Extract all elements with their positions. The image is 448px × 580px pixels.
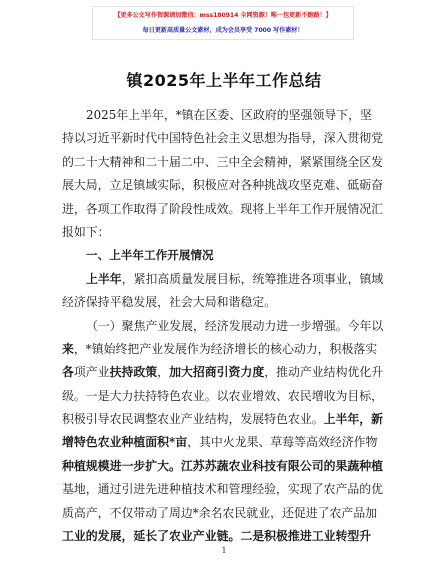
body-text-line — [62, 151, 386, 174]
body-text-line — [62, 525, 386, 548]
text-segment: ，*镇始终把产业发展作为经济增长的核心动力，积极落实 — [73, 341, 378, 356]
text-segment: 级。一是大力扶持特色农业。以农业增效、农民增收为目标， — [62, 388, 384, 403]
text-segment: 基地，通过引进先进种植技术和管理经验，实现了农产品的优 — [62, 482, 384, 497]
body-text-line — [62, 268, 386, 291]
bold-text-segment: 种植规模进一步扩大。江苏苏蔬农业科技有限公司的果蔬种植 — [62, 458, 384, 473]
bold-text-segment: 各 — [62, 365, 74, 380]
text-segment: ， — [157, 365, 170, 380]
body-text-line — [62, 291, 386, 314]
body-text-line — [62, 408, 386, 431]
text-segment: 展大局，立足镇域实际，积极应对各种挑战攻坚克难、砥砺奋 — [62, 178, 384, 193]
promo-banner — [92, 6, 354, 40]
text-segment: 持以习近平新时代中国特色社会主义思想为指导，深入贯彻党 — [62, 131, 384, 146]
document-body — [62, 104, 386, 548]
bold-text-segment: 扶持政策 — [109, 365, 158, 380]
body-text-line — [62, 361, 386, 384]
body-text-line — [62, 315, 386, 338]
section-heading — [62, 244, 386, 267]
promo-line-1: 【更多公文写作资源请加微信：mss180914 全网资源！唯一包更新不跑路！】 — [114, 12, 332, 19]
bold-text-segment: 加大招商引资力度 — [169, 365, 265, 380]
body-text-line — [62, 478, 386, 501]
body-text-line — [62, 174, 386, 197]
body-text-line — [62, 385, 386, 408]
body-text-line — [62, 127, 386, 150]
page-number: 1 — [221, 546, 227, 555]
document-title: 镇2025年上半年工作总结 — [126, 71, 322, 90]
body-text-line — [62, 198, 386, 221]
text-segment: 项产业 — [73, 365, 110, 380]
body-text-line — [62, 221, 386, 244]
text-segment: 质高产，不仅带动了周边*余名农民就业，还促进了农产品加 — [62, 505, 378, 520]
text-segment: 报如下： — [62, 224, 110, 239]
body-text-line — [62, 431, 386, 454]
text-segment: 的二十大精神和二十届二中、三中全会精神，紧紧围绕全区发 — [62, 154, 384, 169]
text-segment: 2025年上半年，*镇在区委、区政府的坚强领导下，坚 — [86, 108, 372, 122]
bold-text-segment: 工业的发展，延长了农业产业链。二是积极推进工业转型升 — [62, 529, 372, 544]
body-text-line — [62, 455, 386, 478]
body-text-line — [62, 338, 386, 361]
text-segment: 积极引导农民调整农业产业结构，发展特色农业。 — [62, 412, 324, 427]
promo-line-2: 每日更新高质量公文素材，成为会员享受 7000 写作素材！ — [142, 27, 304, 34]
bold-text-segment: 一、上半年工作开展情况 — [86, 248, 214, 263]
bold-text-segment: 上半年 — [86, 271, 122, 286]
text-segment: ，推动产业结构优化升 — [264, 365, 384, 380]
body-text-line — [62, 104, 386, 127]
body-text-line — [62, 502, 386, 525]
bold-text-segment: 上半年，新 — [323, 412, 384, 427]
text-segment: ，其中火龙果、草莓等高效经济作物 — [187, 435, 378, 450]
text-segment: 进，各项工作取得了阶段性成效。现将上半年工作开展情况汇 — [62, 201, 384, 216]
bold-text-segment: 来 — [62, 341, 74, 356]
text-segment: 经济保持平稳发展，社会大局和谐稳定。 — [62, 295, 277, 310]
bold-text-segment: 增特色农业种植面积*亩 — [62, 435, 188, 450]
text-segment: （一）聚焦产业发展，经济发展动力进一步增强。今年以 — [86, 318, 384, 333]
text-segment: ，紧扣高质量发展目标，统筹推进各项事业，镇域 — [121, 271, 384, 286]
